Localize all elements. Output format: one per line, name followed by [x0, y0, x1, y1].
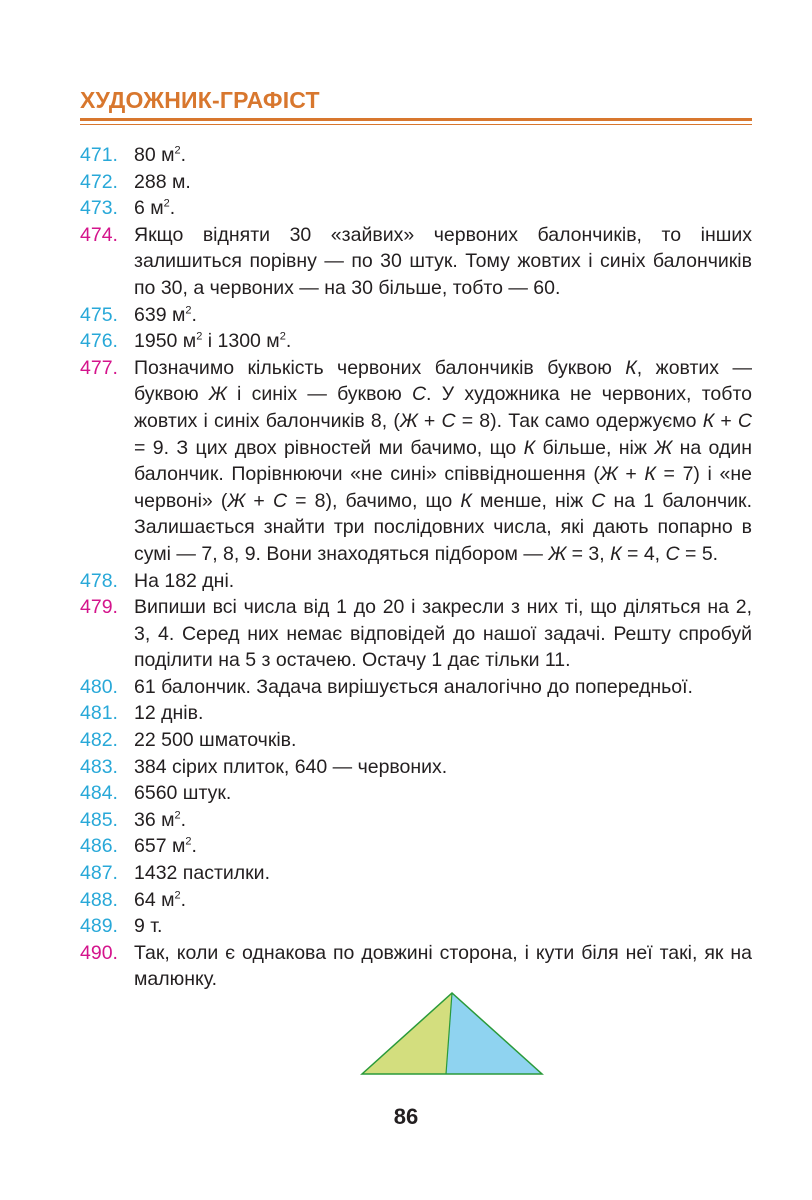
- problem-number: 489.: [80, 915, 118, 938]
- problem-number: 481.: [80, 702, 118, 725]
- problem-answer: 80 $м^2$.: [134, 144, 187, 166]
- problem-item: [80, 727, 752, 754]
- problem-answer: Позначимо кількість червоних балончиків буквою К, жовтих — буквою Ж і синіх — буквою С. У художника не червоних, тобто жовтих і синіх балончиків 8, (Ж + С = 8). Так само одержуємо К + С = 9. З цих двох рівностей ми бачимо, що К більше, ніж Ж на один балончик. Порівнюючи «не сині» співвідношення (Ж + К = 7) і «не червоні» (Ж + С = 8), бачимо, що К менше, ніж С на 1 балончик. Залишається знайти три послідовних числа, які дають попарно в сумі — 7, 8, 9. Вони знаходяться підбором — Ж = 3, К = 4, С = 5.: [134, 356, 753, 565]
- problem-number: 477.: [80, 356, 118, 379]
- problem-item: [80, 833, 752, 860]
- problem-item: [80, 860, 752, 887]
- problem-answer: Випиши всі числа від 1 до 20 і закресли з них ті, що діляться на 2, 3, 4. Серед них немає відповідей до нашої задачі. Решту спробуй поділити на 5 з остачею. Остачу 1 дає тільки 11.: [134, 596, 752, 672]
- problem-item: [80, 887, 752, 914]
- problem-answer: Якщо відняти 30 «зайвих» червоних балончиків, то інших залишиться порівну — по 30 штук. Тому жовтих і синіх балончиків по 30, а червоних — на 30 більше, тобто — 60.: [134, 223, 752, 299]
- problem-item: [80, 222, 752, 302]
- problem-number: 490.: [80, 941, 118, 964]
- problem-answer: На 182 дні.: [134, 569, 235, 592]
- title-rule-thin: [80, 124, 752, 125]
- problem-answer: 36 $м^2$.: [134, 808, 187, 831]
- triangle-figure: [360, 990, 546, 1078]
- problem-number: 478.: [80, 569, 118, 592]
- problem-answer: 1950 $м^2$ і 1300 $м^2$.: [134, 330, 292, 353]
- problem-answer: Так, коли є однакова по довжині сторона, і кути біля неї такі, як на малюнку.: [134, 941, 752, 991]
- problem-item: [80, 700, 752, 727]
- problem-item: [80, 674, 752, 701]
- title-rule-thick: [80, 118, 752, 121]
- problem-number: 488.: [80, 888, 118, 911]
- problem-item: [80, 195, 752, 222]
- problem-answer: 288 м.: [134, 170, 191, 193]
- problem-item: [80, 142, 752, 169]
- problem-answer: 9 т.: [134, 915, 163, 938]
- problem-answer: 12 днів.: [134, 702, 204, 725]
- page-number: 86: [393, 1104, 419, 1129]
- problem-item: [80, 355, 752, 568]
- problem-item: [80, 913, 752, 940]
- section-title: ХУДОЖНИК-ГРАФІСТ: [80, 87, 320, 113]
- problem-number: 480.: [80, 675, 118, 698]
- problem-answer: 657 $м^2$.: [134, 835, 197, 858]
- problem-item: [80, 594, 752, 674]
- problem-number: 471.: [80, 144, 118, 166]
- problem-number: 483.: [80, 755, 118, 778]
- problem-answer: 64 $м^2$.: [134, 888, 187, 911]
- problem-item: [80, 328, 752, 355]
- problem-answer: 639 $м^2$.: [134, 303, 197, 326]
- problem-number: 473.: [80, 197, 118, 220]
- problem-number: 474.: [80, 223, 118, 246]
- problem-number: 482.: [80, 729, 118, 752]
- problem-item: [80, 568, 752, 595]
- problem-item: [80, 940, 752, 993]
- problem-list: [80, 142, 752, 993]
- problem-number: 479.: [80, 596, 118, 619]
- problem-answer: 22 500 шматочків.: [134, 729, 297, 752]
- problem-item: [80, 302, 752, 329]
- problem-number: 485.: [80, 808, 118, 831]
- problem-number: 484.: [80, 782, 118, 805]
- problem-item: [80, 754, 752, 781]
- problem-item: [80, 807, 752, 834]
- problem-number: 486.: [80, 835, 118, 858]
- problem-answer: 61 балончик. Задача вирішується аналогічно до попередньої.: [134, 675, 693, 698]
- problem-answer: 1432 пастилки.: [134, 862, 270, 885]
- problem-answer: 384 сірих плиток, 640 — червоних.: [134, 755, 448, 778]
- problem-item: [80, 780, 752, 807]
- problem-answer: 6 $м^2$.: [134, 197, 176, 220]
- problem-number: 472.: [80, 170, 118, 193]
- problem-item: [80, 169, 752, 196]
- problem-number: 475.: [80, 303, 118, 326]
- problem-answer: 6560 штук.: [134, 782, 232, 805]
- problem-number: 487.: [80, 862, 118, 885]
- problem-number: 476.: [80, 330, 118, 353]
